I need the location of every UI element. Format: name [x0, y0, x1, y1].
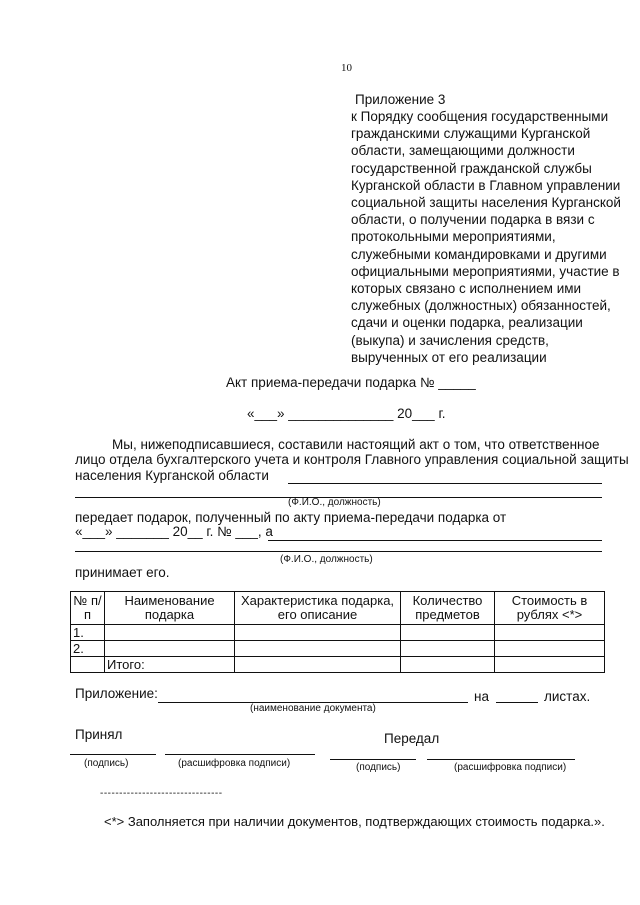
appendix-line: (выкупа) и зачисления средств, [351, 332, 549, 348]
fill-line [496, 702, 538, 703]
footnote-text: <*> Заполняется при наличии документов, подтверждающих стоимость подарка.». [104, 814, 605, 829]
appendix-line: которых связано с исполнением ими [351, 281, 582, 297]
header-quantity: Количество предметов [401, 592, 495, 625]
row-num: 2. [71, 641, 105, 657]
transferred-label: Передал [384, 731, 440, 746]
row-total-label: Итого: [105, 657, 235, 673]
act-title: Акт приема-передачи подарка № _____ [226, 375, 476, 390]
fill-line [75, 551, 602, 552]
attachment-label: Приложение: [75, 686, 158, 701]
accepts-text: принимает его. [75, 565, 170, 580]
signature-line [330, 759, 416, 760]
row-quantity [401, 657, 495, 673]
row-quantity [401, 625, 495, 641]
appendix-line: служебными командировками и другими [351, 246, 607, 262]
attachment-sheets: листах. [544, 689, 591, 704]
appendix-line: вырученных от его реализации [351, 349, 547, 365]
table-row-total [71, 657, 605, 673]
signature-caption: (подпись) [356, 762, 401, 773]
row-cost [495, 625, 605, 641]
reference-line: «___» _______ 20__ г. № ___, а [75, 524, 273, 539]
row-name [105, 641, 235, 657]
table-row [71, 625, 605, 641]
appendix-line: области, замещающими должности [351, 143, 575, 159]
transfers-line: передает подарок, полученный по акту приема-передачи подарка от [75, 510, 507, 525]
appendix-line: Курганской области в Главном управлении [351, 177, 621, 193]
row-cost [495, 657, 605, 673]
intro-line-2: лицо отдела бухгалтерского учета и контроля Главного управления социальной защиты [75, 452, 629, 467]
appendix-line: гражданскими служащими Курганской [351, 126, 591, 142]
appendix-line: области, о получении подарка в вязи с [351, 212, 595, 228]
signature-line [165, 754, 315, 755]
intro-line-1: Мы, нижеподписавшиеся, составили настоящий акт о том, что ответственное [112, 437, 600, 452]
row-quantity [401, 641, 495, 657]
row-description [235, 625, 401, 641]
document-caption: (наименование документа) [250, 703, 376, 714]
table-row [71, 641, 605, 657]
accepted-label: Принял [75, 727, 123, 742]
attachment-on: на [474, 689, 489, 704]
fill-line [288, 483, 602, 484]
appendix-line: протокольными мероприятиями, [351, 229, 556, 245]
fio-caption: (Ф.И.О., должность) [288, 497, 381, 508]
row-cost [495, 641, 605, 657]
appendix-line: сдачи и оценки подарка, реализации [351, 315, 583, 331]
fio-caption: (Ф.И.О., должность) [280, 554, 373, 565]
page-number: 10 [341, 62, 352, 74]
signature-line [427, 759, 575, 760]
table-header-row [71, 592, 605, 625]
row-name [105, 625, 235, 641]
signature-line [70, 754, 156, 755]
row-description [235, 657, 401, 673]
appendix-line: официальными мероприятиями, участие в [351, 263, 620, 279]
appendix-line: к Порядку сообщения государственными [351, 109, 609, 124]
decoding-caption: (расшифровка подписи) [178, 758, 291, 769]
act-date-line: «___» ______________ 20___ г. [247, 406, 446, 421]
row-description [235, 641, 401, 657]
row-num: 1. [71, 625, 105, 641]
appendix-title: Приложение 3 [355, 92, 446, 107]
appendix-line: служебных (должностных) обязанностей, [351, 298, 611, 314]
decoding-caption: (расшифровка подписи) [454, 762, 567, 773]
appendix-line: государственной гражданской службы [351, 160, 592, 176]
signature-caption: (подпись) [84, 758, 129, 769]
header-num: № п/п [71, 592, 105, 625]
appendix-text [351, 108, 621, 366]
intro-line-3: населения Курганской области [75, 468, 269, 483]
header-cost: Стоимость в рублях <*> [495, 592, 605, 625]
gift-table [70, 591, 605, 673]
row-num [71, 657, 105, 673]
appendix-line: социальной защиты населения Курганской [351, 195, 621, 211]
fill-line [268, 540, 602, 541]
header-name: Наименование подарка [105, 592, 235, 625]
header-description: Характеристика подарка, его описание [235, 592, 401, 625]
footnote-separator: -------------------------------- [100, 788, 223, 799]
